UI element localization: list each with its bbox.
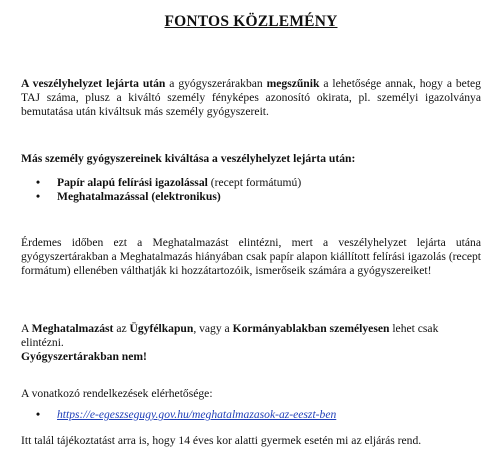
section-heading <box>21 152 481 166</box>
list-item-bold: Meghatalmazással (elektronikus) <box>57 190 221 204</box>
list-item <box>21 190 481 204</box>
government-office-bold: Kormányablakban személyesen <box>232 322 390 335</box>
intro-text-1: a gyógyszerárakban <box>165 77 267 90</box>
client-gate-bold: Ügyfélkapun <box>129 322 194 335</box>
regulations-intro: A vonatkozó rendelkezések elérhetősége: <box>21 387 213 400</box>
authorization-bold: Meghatalmazást <box>31 322 114 335</box>
closing-paragraph: Itt talál tájékoztatást arra is, hogy 14 éves kor alatti gyermek esetén mi az eljárás rend. <box>21 434 422 447</box>
advice-paragraph: Érdemes időben ezt a Meghatalmazást elintézni, mert a veszélyhelyzet lejárta utána gyógyszertárakban a Meghatalmazás hiányában csak papír alapon kiállított felírási igazolás (recept formátum) ellenében válthatják ki hozzátartozóik, ismerőseik számára a gyógyszereiket! <box>21 236 481 278</box>
bullet-icon: • <box>36 190 41 204</box>
bullet-icon: • <box>36 176 41 189</box>
page-title: FONTOS KÖZLEMÉNY <box>164 13 338 30</box>
intro-paragraph <box>21 77 481 120</box>
regulations-link-list <box>21 408 481 422</box>
where-to-arrange-paragraph: A Meghatalmazást az Ügyfélkapun, vagy a Kormányablakban személyesen lehet csak elintézni. Gyógyszertárakban nem! <box>21 322 439 364</box>
intro-bold-2: megszűnik <box>266 77 320 90</box>
intro-bold-1: A veszélyhelyzet lejárta után <box>21 77 166 90</box>
pharmacies-not-notice: Gyógyszertárakban nem! <box>21 350 147 364</box>
list-item <box>21 408 481 422</box>
list-item-text: (recept formátumú) <box>207 176 302 189</box>
pickup-options-list <box>21 176 481 204</box>
bullet-icon: • <box>36 408 41 421</box>
list-item <box>21 176 481 190</box>
regulations-link[interactable]: https://e-egeszsegugy.gov.hu/meghatalmazasok-az-eeszt-ben <box>57 408 337 421</box>
intro-text-2: a lehetősége annak, hogy a beteg TAJ száma, plusz a kiváltó személy fényképes azonosító okirata, pl. személyi igazolványa bemutatása után kiváltsuk más személy gyógyszereit. <box>21 77 481 119</box>
list-item-bold: Papír alapú felírási igazolással <box>57 176 208 189</box>
section-heading-text: Más személy gyógyszereinek kiváltása a veszélyhelyzet lejárta után: <box>21 152 356 165</box>
